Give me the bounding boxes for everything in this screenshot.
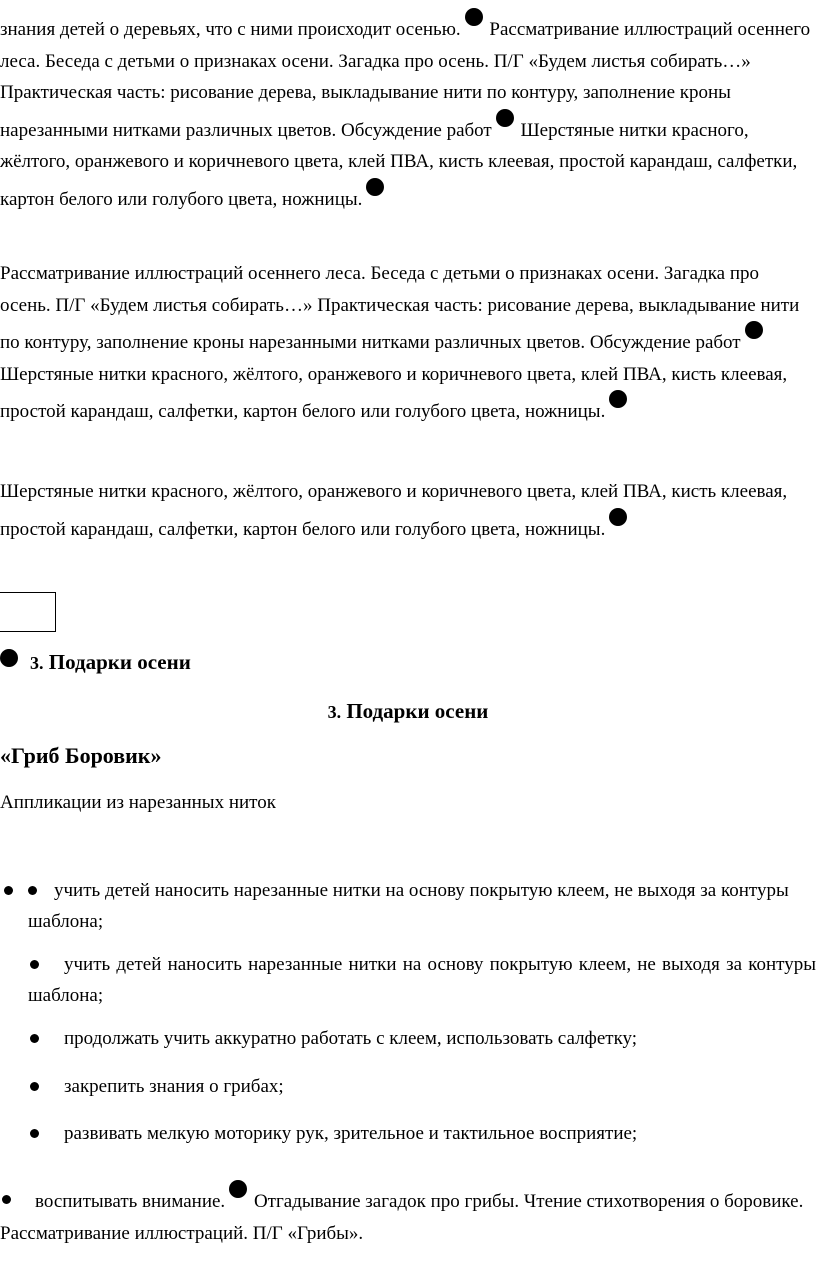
list-item bbox=[28, 949, 816, 1011]
list-item bbox=[28, 1071, 816, 1102]
bullet-dot-icon bbox=[229, 1180, 247, 1198]
bullet-dot-icon bbox=[30, 1034, 39, 1043]
bullet-dot-icon bbox=[366, 178, 384, 196]
paragraph-text: Рассматривание иллюстраций осеннего леса. Беседа с детьми о признаках осени. Загадка про осень. П/Г «Будем листья собирать…» Практическая часть: рисование дерева, выкладывание нити по контуру, заполнение кроны нарезанными нитками различных цветов. Обсуждение работ bbox=[0, 19, 811, 141]
bullet-dot-icon bbox=[609, 390, 627, 408]
list-item-text: развивать мелкую моторику рук, зрительное и тактильное восприятие; bbox=[64, 1123, 638, 1144]
bullet-dot-icon bbox=[496, 109, 514, 127]
bullet-dot-icon bbox=[28, 886, 37, 895]
activity-type: Аппликации из нарезанных ниток bbox=[0, 792, 276, 813]
empty-table-cell bbox=[0, 592, 56, 632]
section-title: Подарки осени bbox=[48, 650, 191, 674]
paragraph-materials bbox=[0, 476, 812, 545]
paragraph-text: Шерстяные нитки красного, жёлтого, оранжевого и коричневого цвета, клей ПВА, кисть клеевая, простой карандаш, салфетки, картон белого или голубого цвета, ножницы. bbox=[0, 119, 798, 210]
list-item bbox=[28, 1118, 816, 1149]
bullet-dot-icon bbox=[4, 886, 13, 895]
bullet-dot-icon bbox=[465, 8, 483, 26]
bullet-dot-icon bbox=[2, 1195, 11, 1204]
list-item-text: продолжать учить аккуратно работать с клеем, использовать салфетку; bbox=[64, 1028, 638, 1049]
paragraph-text: Шерстяные нитки красного, жёлтого, оранжевого и коричневого цвета, клей ПВА, кисть клеевая, простой карандаш, салфетки, картон белого или голубого цвета, ножницы. bbox=[0, 481, 788, 540]
section-title: Подарки осени bbox=[346, 699, 489, 723]
paragraph-text: Шерстяные нитки красного, жёлтого, оранжевого и коричневого цвета, клей ПВА, кисть клеевая, простой карандаш, салфетки, картон белого или голубого цвета, ножницы. bbox=[0, 363, 788, 422]
paragraph-text: Рассматривание иллюстраций осеннего леса. Беседа с детьми о признаках осени. Загадка про осень. П/Г «Будем листья собирать…» Практическая часть: рисование дерева, выкладывание нити по контуру, заполнение кроны нарезанными нитками различных цветов. Обсуждение работ bbox=[0, 263, 800, 353]
bullet-dot-icon bbox=[609, 508, 627, 526]
bullet-dot-icon bbox=[30, 1082, 39, 1091]
list-item-text: учить детей наносить нарезанные нитки на основу покрытую клеем, не выходя за контуры шаблона; bbox=[28, 954, 816, 1006]
paragraph-text: знания детей о деревьях, что с ними происходит осенью. bbox=[0, 19, 461, 40]
paragraph-activities bbox=[0, 258, 812, 428]
lesson-subtitle: «Гриб Боровик» bbox=[0, 743, 162, 768]
paragraph-text: воспитывать внимание. bbox=[35, 1191, 226, 1212]
list-item-text: учить детей наносить нарезанные нитки на основу покрытую клеем, не выходя за контуры шаблона; bbox=[28, 880, 789, 932]
paragraph-goals-materials bbox=[0, 8, 812, 215]
bullet-dot-icon bbox=[30, 1129, 39, 1138]
section-number: 3. bbox=[327, 702, 342, 722]
section-heading-bulleted bbox=[0, 648, 191, 677]
list-item bbox=[28, 1023, 816, 1054]
section-number: 3. bbox=[30, 653, 44, 673]
bullet-dot-icon bbox=[30, 960, 39, 969]
paragraph-text: Отгадывание загадок про грибы. Чтение стихотворения о боровике. Рассматривание иллюстраций. П/Г «Грибы». bbox=[0, 1191, 804, 1244]
list-item bbox=[0, 875, 800, 937]
section-heading-centered bbox=[0, 697, 816, 726]
list-item-text: закрепить знания о грибах; bbox=[64, 1076, 284, 1097]
paragraph-last bbox=[0, 1180, 812, 1249]
bullet-dot-icon bbox=[745, 321, 763, 339]
bullet-dot-icon bbox=[0, 649, 18, 667]
